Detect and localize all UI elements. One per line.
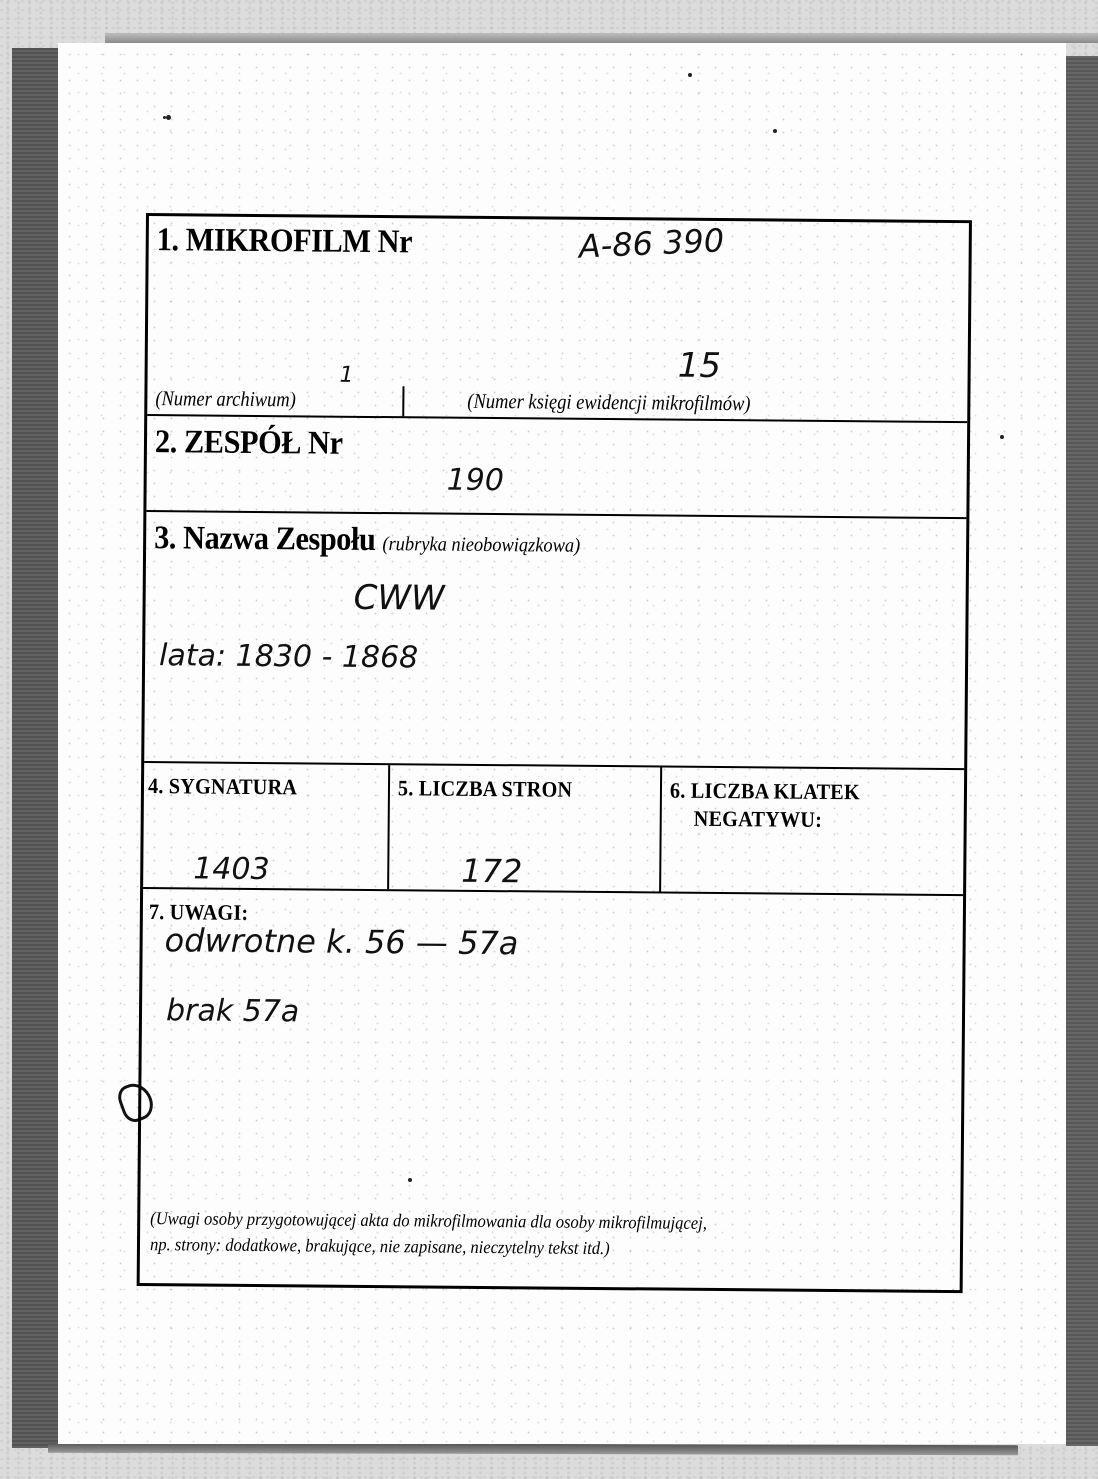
zespol-name: CWW xyxy=(353,577,445,619)
dust-speck xyxy=(163,116,166,119)
uwagi-line-1: odwrotne k. 56 — 57a xyxy=(164,921,519,963)
dust-speck xyxy=(166,115,171,120)
column-divider xyxy=(387,765,390,889)
mikrofilm-label: 1. MIKROFILM Nr xyxy=(156,222,413,261)
archive-number-value: 1 xyxy=(339,362,354,388)
liczba-stron-value: 172 xyxy=(461,851,523,891)
film-edge-right xyxy=(1066,56,1098,1446)
registry-book-value: 15 xyxy=(677,345,722,387)
uwagi-footnote-2: np. strony: dodatkowe, brakujące, nie zapisane, nieczytelny tekst itd.) xyxy=(149,1234,610,1259)
zespol-label: 2. ZESPÓŁ Nr xyxy=(154,424,343,462)
microfilm-form xyxy=(137,213,972,1293)
liczba-klatek-label-1: 6. LICZBA KLATEK xyxy=(669,777,860,805)
optional-note: (rubryka nieobowiązkowa) xyxy=(382,533,581,557)
section-details xyxy=(143,763,964,896)
dust-speck xyxy=(773,129,777,133)
mikrofilm-number: A-86 390 xyxy=(577,221,725,266)
section-zespol xyxy=(146,416,967,519)
liczba-klatek-label-2: NEGATYWU: xyxy=(693,805,823,832)
section-mikrofilm xyxy=(147,216,969,423)
uwagi-label: 7. UWAGI: xyxy=(148,899,249,925)
zespol-years: lata: 1830 - 1868 xyxy=(158,638,419,676)
column-divider xyxy=(659,768,662,892)
section-nazwa-zespolu xyxy=(144,512,966,770)
registry-book-label: (Numer księgi ewidencji mikrofilmów) xyxy=(467,388,751,416)
zespol-number: 190 xyxy=(446,462,505,499)
nazwa-zespolu-title: 3. Nazwa Zespołu xyxy=(154,520,376,559)
paper-top-shadow xyxy=(105,33,1098,43)
film-edge-left xyxy=(12,48,58,1448)
sygnatura-label: 4. SYGNATURA xyxy=(147,773,298,800)
dust-speck xyxy=(1000,435,1004,439)
archive-number-label: (Numer archiwum) xyxy=(155,386,296,412)
sub-divider xyxy=(402,386,404,416)
section-uwagi xyxy=(140,889,963,1290)
liczba-stron-label: 5. LICZBA STRON xyxy=(397,775,573,802)
uwagi-line-2: brak 57a xyxy=(165,993,300,1030)
uwagi-footnote-1: (Uwagi osoby przygotowującej akta do mikrofilmowania dla osoby mikrofilmującej, xyxy=(150,1208,707,1233)
sygnatura-value: 1403 xyxy=(193,851,270,888)
dust-speck xyxy=(688,73,692,77)
nazwa-zespolu-label xyxy=(154,520,580,561)
